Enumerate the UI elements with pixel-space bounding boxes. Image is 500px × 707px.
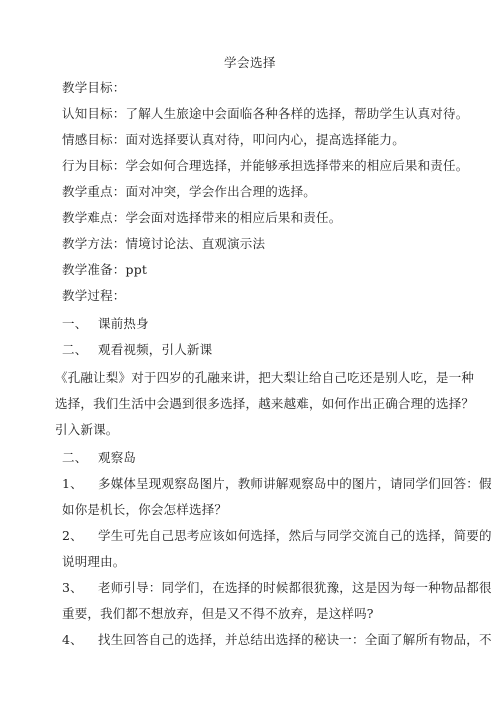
item-text: 找生回答自己的选择，并总结出选择的秘诀一：全面了解所有物品，不	[98, 632, 492, 647]
item-number: 3、	[62, 580, 83, 595]
teaching-goals-heading: 教学目标：	[62, 80, 126, 95]
step-number: 一、	[62, 316, 88, 331]
behavior-goal: 行为目标：学会如何合理选择，并能够承担选择带来的相应后果和责任。	[62, 158, 469, 173]
teaching-process-heading: 教学过程：	[62, 288, 126, 303]
list-item	[62, 476, 492, 492]
step-observation-island	[62, 450, 462, 466]
list-item	[62, 580, 492, 596]
step-text: 观看视频，引人新课	[98, 342, 213, 357]
page-title: 学会选择	[223, 55, 276, 70]
teaching-method: 教学方法：情境讨论法、直观演示法	[62, 236, 266, 251]
paragraph-line: 选择，我们生活中会遇到很多选择，越来越难，如何作出正确合理的选择？	[55, 396, 475, 411]
item-text: 老师引导：同学们，在选择的时候都很犹豫，这是因为每一种物品都很	[98, 580, 492, 595]
item-number: 4、	[62, 632, 83, 647]
step-number: 二、	[62, 342, 88, 357]
teaching-preparation: 教学准备：ppt	[62, 262, 148, 277]
paragraph-line: 《孔融让梨》对于四岁的孔融来讲，把大梨让给自己吃还是别人吃，是一种	[55, 370, 475, 385]
emotional-goal: 情感目标：面对选择要认真对待，叩问内心，提高选择能力。	[62, 132, 405, 147]
list-item	[62, 528, 492, 544]
item-text: 学生可先自己思考应该如何选择，然后与同学交流自己的选择，简要的	[98, 528, 492, 543]
teaching-difficulty: 教学难点：学会面对选择带来的相应后果和责任。	[62, 210, 342, 225]
teaching-focus: 教学重点：面对冲突，学会作出合理的选择。	[62, 184, 317, 199]
list-item-continuation: 说明理由。	[62, 554, 126, 569]
step-warmup	[62, 316, 462, 332]
step-text: 观察岛	[98, 450, 137, 465]
item-number: 1、	[62, 476, 83, 491]
cognitive-goal: 认知目标：了解人生旅途中会面临各种各样的选择，帮助学生认真对待。	[62, 106, 469, 121]
step-text: 课前热身	[98, 316, 149, 331]
list-item-continuation: 重要，我们都不想放弃，但是又不得不放弃，是这样吗?	[62, 606, 374, 621]
step-number: 二、	[62, 450, 88, 465]
item-text: 多媒体呈现观察岛图片，教师讲解观察岛中的图片，请同学们回答：假	[98, 476, 492, 491]
list-item-continuation: 如你是机长，你会怎样选择？	[62, 502, 228, 517]
list-item	[62, 632, 492, 648]
paragraph-line: 引入新课。	[55, 422, 119, 437]
item-number: 2、	[62, 528, 83, 543]
step-video	[62, 342, 462, 358]
